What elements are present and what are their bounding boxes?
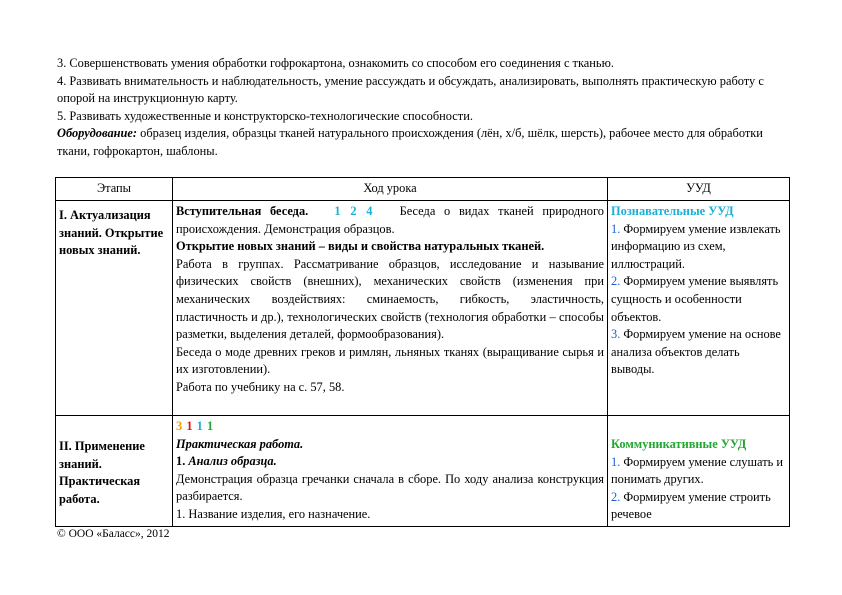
stage-cell: II. Применение знаний. Практическая работа. (56, 416, 173, 527)
item-1: 1. Название изделия, его назначение. (176, 506, 371, 521)
fashion-talk: Беседа о моде древних греков и римлян, льняных тканях (выращивание сырья и их изготовлении). (176, 344, 604, 377)
uud-num: 2. (611, 489, 621, 504)
uud-title: Познавательные УУД (611, 204, 734, 218)
equipment-text: образец изделия, образцы тканей натурального происхождения (лён, х/б, шёлк, шерсть), рабочее место для обработки ткани, гофрокартон, шаблоны. (57, 126, 763, 158)
analysis-label: Анализ образца. (188, 454, 277, 469)
lesson-cell (173, 416, 608, 527)
analysis-heading (176, 453, 604, 471)
uud-cell (608, 416, 790, 527)
header-lesson-flow: Ход урока (173, 178, 608, 201)
uud-num: 1. (611, 454, 621, 469)
header-uud: УУД (608, 178, 790, 201)
slide-num: 3 (176, 419, 184, 433)
goal-4: 4. Развивать внимательность и наблюдательность, умение рассуждать и обсуждать, анализировать, выполнять практическую работу с опорой на инструкционную карту. (57, 73, 764, 105)
lesson-table (55, 177, 790, 527)
slide-nums (176, 418, 604, 436)
uud-item (611, 454, 786, 489)
uud-num: 1. (611, 221, 621, 236)
intro-text (57, 55, 797, 160)
equipment (57, 125, 797, 160)
uud-num: 2. (611, 274, 621, 289)
copyright-footer: © ООО «Баласс», 2012 (57, 528, 170, 540)
uud-item (611, 273, 786, 326)
analysis-num: 1. (176, 454, 186, 469)
slide-num: 1 (206, 419, 215, 433)
uud-text: Формируем умение извлекать информацию из схем, иллюстраций. (611, 221, 781, 271)
uud-text: Формируем умение слушать и понимать других. (611, 454, 783, 487)
uud-text: Формируем умение строить речевое (611, 489, 771, 522)
textbook-work: Работа по учебнику на с. 57, 58. (176, 379, 345, 394)
goal-5: 5. Развивать художественные и конструкторско-технологические способности. (57, 108, 473, 123)
slide-num: 4 (366, 204, 374, 218)
header-stages: Этапы (56, 178, 173, 201)
equipment-label: Оборудование: (57, 126, 138, 140)
lesson-cell (173, 201, 608, 416)
slide-num: 1 (196, 419, 204, 433)
stage-cell: I. Актуализация знаний. Открытие новых знаний. (56, 201, 173, 416)
uud-cell (608, 201, 790, 416)
uud-item (611, 489, 786, 524)
intro-talk (176, 203, 604, 238)
goal-3: 3. Совершенствовать умения обработки гофрокартона, ознакомить со способом его соединения с тканью. (57, 56, 614, 70)
uud-title: Коммуникативные УУД (611, 437, 747, 451)
uud-text: Формируем умение на основе анализа объектов делать выводы. (611, 327, 781, 377)
table-row (56, 201, 790, 416)
slide-num: 2 (350, 204, 358, 218)
uud-item (611, 221, 786, 274)
table-header-row (56, 178, 790, 201)
uud-num: 3. (611, 327, 621, 342)
open-label: Открытие новых знаний – виды и свойства натуральных тканей. (176, 239, 545, 254)
talk-text: Беседа о видах тканей природного происхождения. Демонстрация образцов. (176, 204, 604, 236)
uud-item (611, 326, 786, 379)
demo-text: Демонстрация образца гречанки сначала в сборе. По ходу анализа конструкция разбирается. (176, 471, 604, 504)
table-row (56, 416, 790, 527)
uud-text: Формируем умение выявлять сущность и особенности объектов. (611, 274, 779, 324)
practice-label: Практическая работа. (176, 436, 304, 451)
slide-num: 1 (186, 419, 194, 433)
group-work: Работа в группах. Рассматривание образцов, исследование и называние физических свойств (внешних), механических свойств (изменения при механических воздействиях: сминаемость, гибкость, эластичность, пластичность и др.), технологических свойств (технология обработки – способы разметки, выделения деталей, формообразования). (176, 256, 604, 342)
talk-label: Вступительная беседа. (176, 204, 309, 218)
slide-num: 1 (334, 204, 342, 218)
